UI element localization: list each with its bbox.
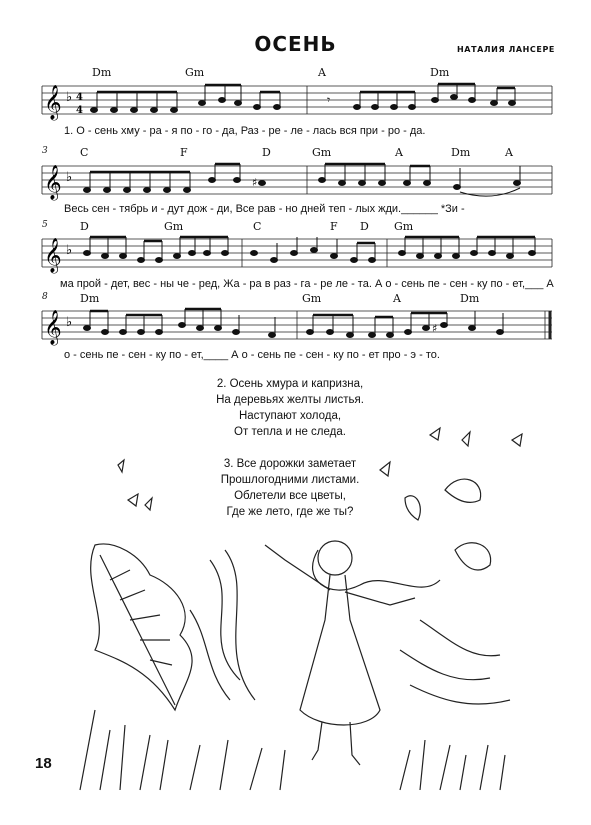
composer-name: НАТАЛИЯ ЛАНСЕРЕ — [456, 45, 555, 54]
flat-icon: ♭ — [66, 315, 73, 330]
verse-line: На деревьях желты листья. — [216, 394, 364, 406]
svg-text:4: 4 — [76, 92, 83, 103]
page-number: 18 — [35, 755, 52, 772]
chord-label: Dm — [80, 292, 100, 305]
verse-line: 3. Все дорожки заметает — [223, 458, 357, 470]
song-title: ОСЕНЬ — [254, 32, 337, 56]
chord-label: Gm — [164, 220, 184, 233]
chord-label: D — [80, 220, 89, 233]
measure-number: 3 — [42, 146, 48, 156]
chord-label: Gm — [185, 66, 205, 79]
treble-clef-icon: 𝄞 — [44, 238, 62, 273]
verse-line: 2. Осень хмура и капризна, — [216, 378, 364, 390]
chord-label: A — [393, 292, 401, 305]
svg-text:4: 4 — [76, 105, 83, 116]
bird-icon — [445, 479, 481, 502]
bird-icon — [455, 543, 491, 570]
flat-icon: ♭ — [66, 170, 73, 185]
autumn-girl-illustration — [0, 410, 591, 790]
staff-4 — [42, 305, 552, 345]
chord-label: Dm — [460, 292, 480, 305]
chord-label: F — [330, 220, 338, 233]
chord-label: Gm — [312, 146, 332, 159]
lyrics-line: о - сень пе - сен - ку по - ет,____ А о - сень пе - сен - ку по - ет про - э - то. — [64, 349, 440, 361]
staff-2 — [42, 160, 552, 200]
treble-clef-icon: 𝄞 — [44, 165, 62, 200]
bird-icon — [405, 496, 420, 520]
oak-leaf-icon — [91, 544, 192, 710]
flat-icon: ♭ — [66, 243, 73, 258]
chord-label: Dm — [92, 66, 112, 79]
chord-label: Gm — [394, 220, 414, 233]
svg-text:𝄾: 𝄾 — [327, 93, 331, 107]
staff-3 — [42, 233, 552, 273]
chord-label: D — [262, 146, 271, 159]
verse-line: Облетели все цветы, — [234, 490, 346, 502]
lyrics-line: Весь сен - тябрь и - дут дож - ди, Все рав - но дней теп - лых жди.______ *Зи - — [64, 203, 465, 215]
treble-clef-icon: 𝄞 — [44, 310, 62, 345]
chord-label: C — [80, 146, 89, 159]
svg-text:♯: ♯ — [432, 322, 438, 335]
treble-clef-icon: 𝄞 — [44, 85, 62, 120]
staff-1 — [42, 80, 552, 120]
notes-group — [91, 84, 516, 113]
chord-label: Dm — [451, 146, 471, 159]
chord-label: C — [253, 220, 262, 233]
lyrics-line: ма прой - дет, вес - ны че - ред, Жа - ра в раз - га - ре ле - та. А о - сень пе - сен - ку по - ет,___ А — [60, 278, 554, 290]
measure-number: 8 — [42, 292, 48, 302]
chord-label: A — [318, 66, 326, 79]
verse-line: От тепла и не следа. — [234, 426, 346, 438]
verse-line: Где же лето, где же ты? — [226, 506, 354, 518]
verse-line: Наступают холода, — [238, 410, 342, 422]
chord-label: A — [395, 146, 403, 159]
girl-head-icon — [318, 541, 352, 575]
chord-label: Gm — [302, 292, 322, 305]
chord-label: D — [360, 220, 369, 233]
chord-label: F — [180, 146, 188, 159]
flat-icon: ♭ — [66, 90, 73, 105]
verse-line: Прошлогодними листами. — [220, 474, 360, 486]
chord-label: Dm — [430, 66, 450, 79]
svg-text:♯: ♯ — [252, 176, 258, 189]
chord-label: A — [505, 146, 513, 159]
measure-number: 5 — [42, 220, 48, 230]
lyrics-line: 1. О - сень хму - ра - я по - го - да, Раз - ре - ле - лась вся при - ро - да. — [64, 125, 426, 137]
